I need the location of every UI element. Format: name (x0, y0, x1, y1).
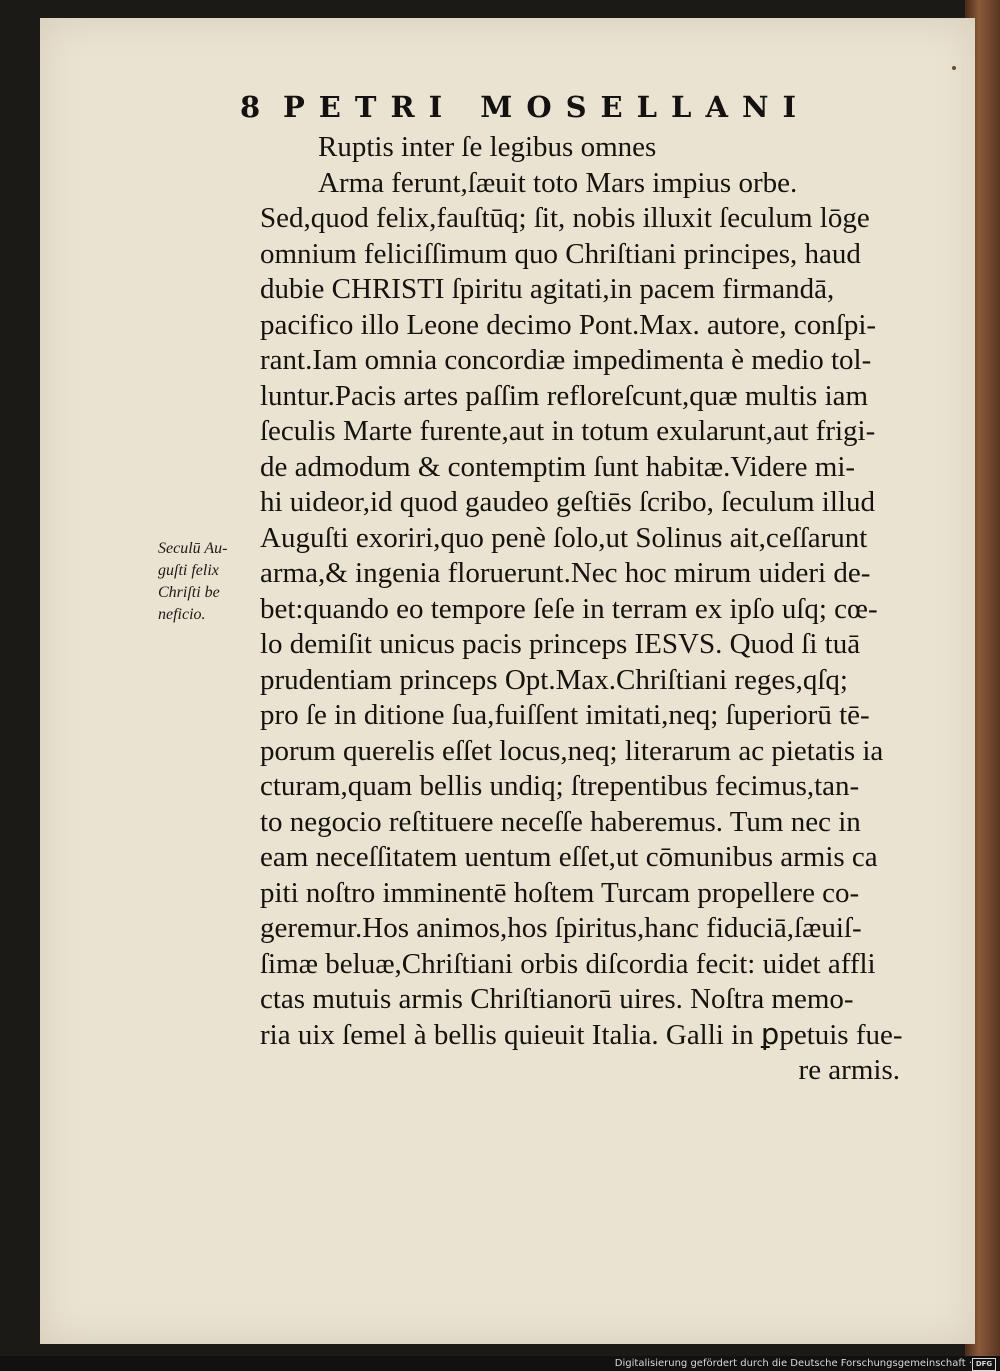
marginal-note-line: Seculū Au- (158, 540, 228, 557)
text-line: ria uix ſemel à bellis quieuit Italia. Galli in ꝑpetuis fue- (260, 1018, 903, 1051)
text-line: rant.Iam omnia concordiæ impedimenta è medio tol- (260, 344, 872, 376)
text-line: dubie CHRISTI ſpiritu agitati,in pacem firmandā, (260, 273, 835, 305)
text-line: prudentiam princeps Opt.Max.Chriſtiani reges,qſq; (260, 663, 848, 696)
verse-line: Arma ferunt,ſæuit toto Mars impius orbe. (318, 166, 798, 199)
text-line: hi uideor,id quod gaudeo geſtiēs ſcribo, ſeculum illud (260, 486, 875, 518)
dfg-logo-icon: DFG (972, 1358, 996, 1371)
page-number: 8 (240, 90, 261, 124)
text-line: omnium feliciſſimum quo Chriſtiani principes, haud (260, 237, 861, 270)
text-line: pacifico illo Leone decimo Pont.Max. autore, conſpi- (260, 308, 877, 341)
text-line: bet:quando eo tempore ſeſe in terram ex ipſo uſq; cœ- (260, 592, 878, 625)
paper-spot (952, 66, 956, 70)
text-line: eam neceſſitatem uentum eſſet,ut cōmunibus armis ca (260, 841, 878, 873)
text-line: ctas mutuis armis Chriſtianorū uires. Noſtra memo- (260, 983, 854, 1015)
marginal-note-line: neficio. (158, 606, 206, 623)
text-line: porum querelis eſſet locus,neq; literarum ac pietatis ia (260, 734, 884, 767)
text-line-last: re armis. (798, 1054, 900, 1086)
page-header (240, 90, 840, 130)
text-line: de admodum & contemptim ſunt habitæ.Videre mi- (260, 450, 856, 483)
text-line: piti noſtro imminentē hoſtem Turcam propellere co- (260, 876, 860, 909)
text-line: arma,& ingenia floruerunt.Nec hoc mirum uideri de- (260, 557, 871, 589)
marginal-note-line: Chriſti be (158, 584, 220, 601)
text-line: luntur.Pacis artes paſſim refloreſcunt,quæ multis iam (260, 379, 869, 412)
text-line: pro ſe in ditione ſua,fuiſſent imitati,neq; ſuperiorū tē- (260, 699, 870, 731)
book-page (40, 18, 975, 1344)
text-line: lo demiſit unicus pacis princeps IESVS. Quod ſi tuā (260, 628, 861, 660)
funding-notice: Digitalisierung gefördert durch die Deutsche Forschungsgemeinschaft · (614, 1358, 972, 1369)
running-head: PETRI MOSELLANI (283, 90, 811, 124)
text-line: geremur.Hos animos,hos ſpiritus,hanc fiduciā,ſæuiſ- (260, 912, 862, 944)
text-line: Sed,quod felix,fauſtūq; ſit, nobis illuxit ſeculum lōge (260, 202, 870, 234)
marginal-note (158, 538, 268, 626)
text-line: to negocio reſtituere neceſſe haberemus. Tum nec in (260, 805, 861, 838)
text-line: Auguſti exoriri,quo penè ſolo,ut Solinus ait,ceſſarunt (260, 521, 868, 554)
marginal-note-line: guſti felix (158, 562, 219, 579)
verse-line: Ruptis inter ſe legibus omnes (318, 131, 657, 163)
text-line: ſimæ beluæ,Chriſtiani orbis diſcordia fecit: uidet affli (260, 947, 876, 980)
body-text (260, 130, 920, 1089)
footer-bar (0, 1356, 1000, 1371)
text-line: cturam,quam bellis undiq; ſtrepentibus fecimus,tan- (260, 770, 860, 802)
text-line: ſeculis Marte furente,aut in totum exularunt,aut frigi- (260, 415, 876, 447)
